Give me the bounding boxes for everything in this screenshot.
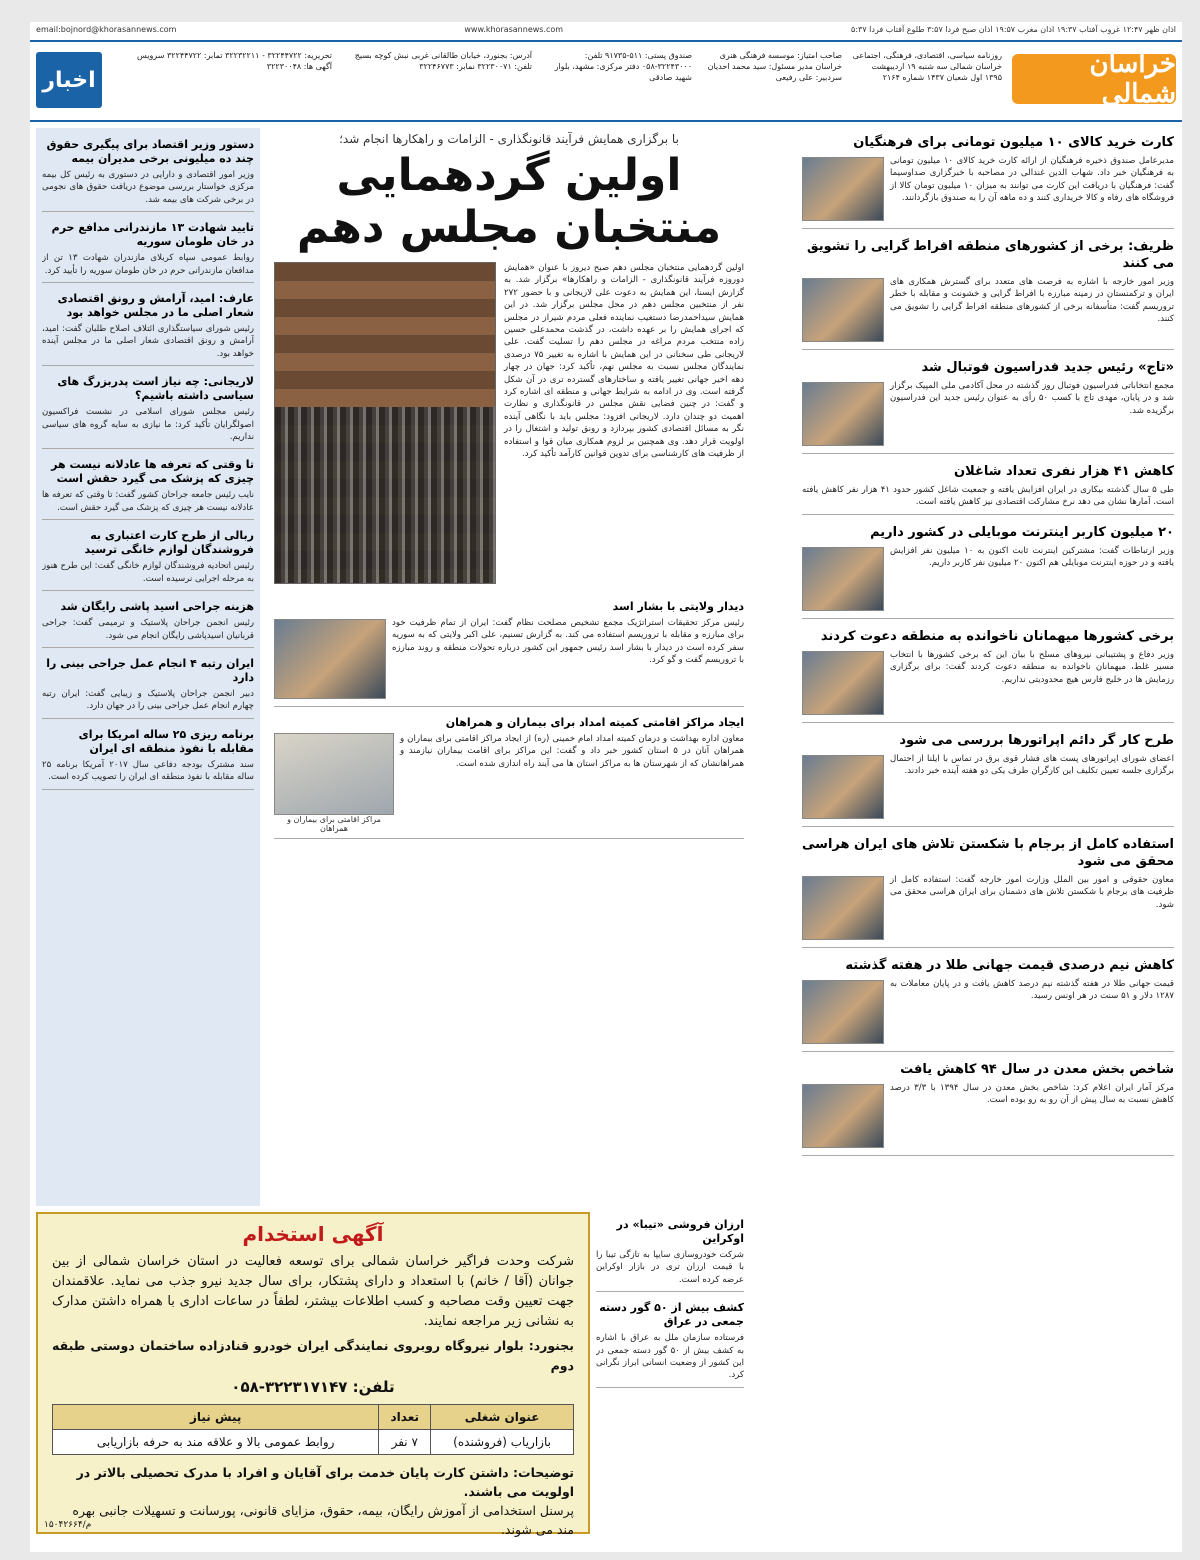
news-title: کاهش ۴۱ هزار نفری تعداد شاغلان — [954, 464, 1174, 479]
ad-phone: تلفن: ۳۲۲۳۱۷۱۴۷-۰۵۸ — [231, 1378, 395, 1396]
news-body: وزیر امور خارجه با اشاره به فرصت های متعدد برای گسترش همکاری های ایران و ترکمنستان در زمینه مبارزه با افراط گرایی و خشونت و مقابله با خطر تروریسم گفت: متأسفانه برخی از کشورهای منطقه افراط گرایی را تشویق می کنند. — [890, 277, 1174, 325]
news-title: تا وقتی که تعرفه ها عادلانه نیست هر چیزی که پزشک می گیرد حقش است — [51, 458, 254, 486]
masthead-info-phones: تحریریه: ۳۲۲۴۴۷۲۲ - ۳۲۲۳۲۲۱۱ تمابر: ۳۲۲۴۴۷۲۲ سرویس آگهی ها: ۳۲۲۳۰۰۴۸ — [137, 51, 332, 71]
news-item — [802, 1055, 1174, 1156]
news-item — [802, 457, 1174, 515]
sub-story — [274, 710, 744, 839]
news-title: تایید شهادت ۱۳ مازندرانی مدافع حرم در خان طومان سوریه — [51, 221, 254, 249]
news-title: برنامه ریزی ۲۵ ساله امریکا برای مقابله با نفوذ منطقه ای ایران — [78, 727, 254, 755]
news-photo — [802, 157, 884, 221]
ad-notes-1: توضیحات: داشتن کارت پایان خدمت برای آقایان و افراد با مدرک تحصیلی بالاتر در اولویت می باشند. — [76, 1465, 574, 1499]
ad-notes-2: پرسنل استخدامی از آموزش رایگان، بیمه، حقوق، مزایای قانونی، پورسانت و تسهیلات جانبی بهره مند می شوند. — [72, 1503, 574, 1537]
news-body: قیمت جهانی طلا در هفته گذشته نیم درصد کاهش یافت و در پایان معاملات به ۱۲۸۷ دلار و ۵۱ سنت در هر اونس رسید. — [890, 978, 1174, 1002]
jobs-table — [52, 1404, 574, 1455]
news-item — [42, 369, 254, 449]
sub-story-body: رئیس مرکز تحقیقات استراتژیک مجمع تشخیص مصلحت نظام گفت: ایران از تمام ظرفیت خود برای مبارزه و مقابله با تروریسم استفاده می کند. به گزارش تسنیم، علی اکبر ولایتی که به سوریه سفر کرده است در دیدار با بشار اسد رئیس جمهور این کشور درباره تحولات منطقه و روند مبارزه با تروریسم گفت و گو کرد. — [392, 618, 744, 666]
news-photo — [802, 980, 884, 1044]
sub-story — [274, 594, 744, 707]
news-title: ایران رتبه ۴ انجام عمل جراحی بینی را دارد — [46, 656, 254, 684]
news-title: ارزان فروشی «تیبا» در اوکراین — [616, 1218, 744, 1245]
news-body: فرستاده سازمان ملل به عراق با اشاره به کشف بیش از ۵۰ گور دسته جمعی در این کشور از وضعیت انسانی ابراز نگرانی کرد. — [596, 1333, 744, 1381]
lead-story — [274, 128, 744, 1206]
news-item — [802, 830, 1174, 948]
news-item — [596, 1212, 744, 1292]
hospital-photo — [274, 733, 394, 815]
news-title: ۲۰ میلیون کاربر اینترنت موبایلی در کشور داریم — [870, 524, 1174, 540]
news-title: دستور وزیر اقتصاد برای پیگیری حقوق چند ده میلیونی برخی مدیران بیمه — [46, 138, 254, 165]
sub-story-title: ایجاد مراکز اقامتی کمیته امداد برای بیماران و همراهان — [445, 716, 744, 729]
news-title: برخی کشورها میهمانان ناخوانده به منطقه دعوت کردند — [820, 628, 1174, 644]
news-item — [802, 128, 1174, 229]
masthead-info-address: آدرس: بجنورد، خیابان طالقانی غربی نبش کوچه بسیج تلفن: ۳۲۲۳۰۰۷۱ نمابر: ۳۲۲۴۶۷۷۳ — [354, 51, 532, 71]
news-photo — [802, 876, 884, 940]
website-url[interactable]: www.khorasannews.com — [464, 25, 564, 34]
ad-body: شرکت وحدت فراگیر خراسان شمالی برای توسعه فعالیت در استان خراسان شمالی از بین جوانان (آقا / خانم) با استعداد و دارای پشتکار، برای سال جدید نیرو جذب می نماید. علاقمندان جهت تعیین وقت مصاحبه و کسب اطلاعات بیشتر، لطفاً در ساعات اداری با همراه داشتن مدارک به نشانی زیر مراجعه نمایند. — [52, 1254, 574, 1329]
cell-prereq: روابط عمومی بالا و علاقه مند به حرفه بازاریابی — [53, 1430, 379, 1455]
news-item — [802, 518, 1174, 619]
news-item — [802, 353, 1174, 454]
news-title: کشف بیش از ۵۰ گور دسته جمعی در عراق — [599, 1301, 744, 1329]
news-photo — [802, 1084, 884, 1148]
news-body: معاون حقوقی و امور بین الملل وزارت امور خارجه گفت: استفاده کامل از ظرفیت های برجام با شکستن تلاش های دشمنان برای ایران هراسی محقق می شود. — [890, 874, 1174, 910]
cell-count: ۷ نفر — [379, 1430, 431, 1455]
news-item — [596, 1295, 744, 1388]
right-news-column — [802, 128, 1174, 1538]
top-strip — [30, 22, 1182, 38]
news-photo — [802, 278, 884, 342]
news-item — [802, 951, 1174, 1052]
news-body: روابط عمومی سپاه کربلای مازندران شهادت ۱۳ تن از مدافعان مازندرانی حرم در خان طومان سوریه را تأیید کرد. — [42, 253, 254, 276]
news-body: مدیرعامل صندوق ذخیره فرهنگیان از ارائه کارت خرید کالای ۱۰ میلیون تومانی به فرهنگیان خبر داد. شهاب الدین غندالی در مصاحبه با خبرگزاری صداوسیما گفت: فرهنگیان با دریافت این کارت می توانند به میزان ۱۰ میلیون تومان کالا از فروشگاه های رفاه و کالا خریداری کنند و ده ماهه آن را به صندوق بازگردانند. — [890, 156, 1174, 204]
news-title: لاریجانی: چه نیاز است پدربزرگ های سیاسی داشته باشیم؟ — [57, 375, 254, 403]
news-photo — [802, 651, 884, 715]
news-item — [42, 523, 254, 591]
news-body: سند مشترک بودجه دفاعی سال ۲۰۱۷ آمریکا برنامه ۲۵ ساله مقابله با نفوذ منطقه ای ایران را تصویب کرده است. — [42, 759, 254, 783]
ad-title: آگهی استخدام — [242, 1222, 384, 1246]
news-body: شرکت خودروسازی سایپا به تازگی تیبا را با قیمت ارزان تری در بازار اوکراین عرضه کرده است. — [596, 1250, 744, 1285]
newspaper-logo: خراسان شمالی — [1012, 54, 1176, 104]
news-item — [42, 722, 254, 790]
news-item — [802, 726, 1174, 827]
news-body: رئیس اتحادیه فروشندگان لوازم خانگی گفت: این طرح هنوز به مرحله اجرایی نرسیده است. — [42, 561, 254, 584]
news-body: طی ۵ سال گذشته بیکاری در ایران افزایش یافته و جمعیت شاغل کشور حدود ۴۱ هزار نفر کاهش یافته است. آمارها نشان می دهد نرخ مشارکت اقتصادی نیز کاهش یافته است. — [802, 485, 1174, 508]
news-title: طرح کار گر دائم اپراتورها بررسی می شود — [899, 732, 1174, 748]
cell-job: بازاریاب (فروشنده) — [431, 1430, 574, 1455]
news-body: وزیر دفاع و پشتیبانی نیروهای مسلح با بیان این که برخی کشورها با انتخاب مسیر غلط، میهمانان ناخوانده به منطقه دعوت کردند گفت: برای برگزاری رزمایش ها در خلیج فارس هیچ محدودیتی نداریم. — [890, 649, 1174, 685]
col-header-count: تعداد — [379, 1405, 431, 1430]
hospital-photo-block — [274, 733, 394, 833]
news-body: رئیس شورای سیاستگذاری ائتلاف اصلاح طلبان گفت: امید، آرامش و رونق اقتصادی شعار اصلی ما در مجلس آینده خواهد بود. — [42, 324, 254, 359]
col-header-job: عنوان شغلی — [431, 1405, 574, 1430]
meeting-photo — [274, 619, 386, 699]
photo-crowd — [275, 407, 495, 583]
photo-caption: مراکز اقامتی برای بیماران و همراهان — [287, 815, 381, 833]
news-title: ربالی از طرح کارت اعتباری به فروشندگان لوازم خانگی ترسید — [84, 529, 254, 557]
news-item — [42, 132, 254, 212]
news-item — [802, 232, 1174, 350]
news-photo — [802, 755, 884, 819]
section-tag: اخبار — [36, 52, 102, 108]
news-photo — [802, 547, 884, 611]
news-item — [42, 215, 254, 283]
ad-address: بجنورد: بلوار نیروگاه روبروی نمایندگی ایران خودرو قنادزاده ساختمان دوستی طبقه دوم — [52, 1338, 574, 1373]
news-title: «تاج» رئیس جدید فدراسیون فوتبال شد — [921, 360, 1174, 375]
ad-code: ۱۵۰۴۲۶۶۴/م — [44, 1520, 92, 1530]
headline-line-2: منتخبان مجلس دهم — [296, 202, 722, 253]
news-body: دبیر انجمن جراحان پلاستیک و زیبایی گفت: ایران رتبه چهارم انجام عمل جراحی بینی را در جهان دارد. — [42, 688, 254, 712]
news-body: مرکز آمار ایران اعلام کرد: شاخص بخش معدن در سال ۱۳۹۴ با ۳/۳ درصد کاهش نسبت به سال پیش از آن رو به رو بوده است. — [890, 1082, 1174, 1106]
col-header-prereq: پیش نیاز — [53, 1405, 379, 1430]
news-body: مجمع انتخاباتی فدراسیون فوتبال روز گذشته در محل آکادمی ملی المپیک برگزار شد و در پایان، مهدی تاج با کسب ۵۰ رأی به عنوان رئیس جدید این فدراسیون برگزیده شد. — [890, 381, 1174, 416]
masthead-info-date: روزنامه سیاسی، اقتصادی، فرهنگی، اجتماعی خراسان شمالی سه شنبه ۱۹ اردیبهشت ۱۳۹۵ اول شعبان ۱۴۳۷ شماره ۲۱۶۴ — [852, 51, 1002, 82]
masthead-info-central: صندوق پستی: ۵۱۱-۹۱۷۳۵ تلفن: ۳۲۲۴۳۰۰۰-۰۵۸ دفتر مرکزی: مشهد، بلوار شهید صادقی — [554, 51, 692, 82]
news-body: نایب رئیس جامعه جراحان کشور گفت: تا وقتی که تعرفه ها عادلانه نیست هر چیزی که پزشک می گیرد حقش است. — [42, 490, 254, 513]
parliament-photo — [274, 262, 496, 584]
news-title: کارت خرید کالای ۱۰ میلیون تومانی برای فرهنگیان — [853, 135, 1174, 150]
sub-story-body: معاون اداره بهداشت و درمان کمیته امداد امام خمینی (ره) از ایجاد مراکز اقامتی برای بیماران و همراهان آنان در ۵ استان کشور خبر داد و گفت: این مراکز برای اقامت بیماران نیازمند و همراهانشان که از شهرستان ها به مراکز استان ها می آیند راه اندازی شده است. — [400, 734, 744, 769]
email-address[interactable]: email:bojnord@khorasannews.com — [36, 25, 177, 34]
news-item — [42, 286, 254, 366]
news-title: ظریف: برخی از کشورهای منطقه افراط گرایی را تشویق می کنند — [807, 239, 1174, 271]
news-title: استفاده کامل از برجام با شکستن تلاش های ایران هراسی محقق می شود — [802, 836, 1174, 869]
lead-headline — [274, 150, 744, 254]
news-body: وزیر امور اقتصادی و دارایی در دستوری به رئیس کل بیمه مرکزی خواستار بررسی موضوع دریافت حقوق های نجومی در برخی شرکت های بیمه شد. — [42, 170, 254, 205]
sub-story-title: دیدار ولایتی با بشار اسد — [612, 600, 744, 613]
news-body: اعضای شورای اپراتورهای پست های فشار قوی برق در تماس با ایلنا از احتمال برگزاری جلسه تعیین تکلیف این کارگران طرف یکی دو هفته آینده خبر دادند. — [890, 753, 1174, 777]
news-title: عارف: امید، آرامش و رونق اقتصادی شعار اصلی ما در مجلس خواهد بود — [57, 292, 254, 320]
news-body: وزیر ارتباطات گفت: مشترکین اینترنت ثابت اکنون به ۱۰ میلیون نفر افزایش یافته و در حوزه اینترنت موبایلی هم اکنون ۲۰ میلیون نفر کاربر داریم. — [890, 545, 1174, 569]
table-row — [53, 1430, 574, 1455]
news-body: رئیس مجلس شورای اسلامی در نشست فراکسیون اصولگرایان تأکید کرد: ما نیازی به سایه گروه های سیاسی نداریم. — [42, 407, 254, 443]
lead-kicker: با برگزاری همایش فرآیند قانونگذاری - الزامات و راهکارها انجام شد؛ — [339, 132, 679, 146]
masthead-info-owner: صاحب امتیاز: موسسه فرهنگی هنری خراسان مدیر مسئول: سید محمد احدیان سردبیر: علی رفیعی — [707, 51, 842, 82]
news-title: شاخص بخش معدن در سال ۹۴ کاهش یافت — [900, 1061, 1174, 1077]
lead-body: اولین گردهمایی منتخبان مجلس دهم صبح دیروز با عنوان «همایش دوروزه فرآیند قانونگذاری - الزامات و راهکارها» برگزار شد. به گزارش ایسنا، این همایش به دعوت علی لاریجانی و با حضور ۲۷۲ نفر از منتخبین مجلس دهم در محل مجلس برگزار شد. در این همایش سیداحمدرضا دستغیب نماینده فعلی مردم شیراز در مجلس که اجرای همایش را بر عهده داشت، در گذشت محمدعلی حسین زاده منتخب مردم مراغه در مجلس دهم را تسلیت گفت. علی لاریجانی طی سخنانی در این همایش با اشاره به تغییر ۷۵ درصدی نمایندگان مجلس نسبت به مجلس نهم، تأکید کرد: جهان در چهار دهه اخیر جهانی تغییر یافته و ساختارهای گسترده تری در آن شکل گرفته است. وی در ادامه به شرایط جهانی و منطقه ای اشاره کرد و گفت: در چنین فضایی نقش مجلس در قانونگذاری و نظارت اهمیت دو چندان دارد. لاریجانی افزود: مجلس باید با نگاهی آینده نگر به مسائل اقتصادی کشور بپردازد و رونق تولید و اشتغال را در اولویت قرار دهد. وی همچنین بر لزوم همکاری میان قوا و استفاده از ظرفیت های کارشناسی برای تدوین قوانین کارآمد تأکید کرد. — [504, 263, 744, 460]
headline-line-1: اولین گردهمایی — [336, 150, 682, 201]
prayer-times: اذان ظهر ۱۲:۴۷ غروب آفتاب ۱۹:۳۷ اذان مغرب ۱۹:۵۷ اذان صبح فردا ۳:۵۷ طلوع آفتاب فردا ۵:۳۷ — [851, 25, 1176, 34]
job-advertisement — [36, 1212, 590, 1537]
news-title: هزینه جراحی اسید پاشی رایگان شد — [60, 600, 254, 614]
news-body: رئیس انجمن جراحان پلاستیک و ترمیمی گفت: جراحی قربانیان اسیدپاشی رایگان انجام می شود. — [42, 618, 254, 641]
news-title: کاهش نیم درصدی قیمت جهانی طلا در هفته گذشته — [845, 957, 1174, 973]
left-news-column — [36, 128, 260, 1206]
news-photo — [802, 382, 884, 446]
news-item — [42, 452, 254, 520]
masthead — [30, 40, 1182, 122]
bottom-news-column — [596, 1212, 744, 1534]
newspaper-page — [30, 22, 1182, 1552]
news-item — [802, 622, 1174, 723]
news-item — [42, 651, 254, 719]
news-item — [42, 594, 254, 648]
